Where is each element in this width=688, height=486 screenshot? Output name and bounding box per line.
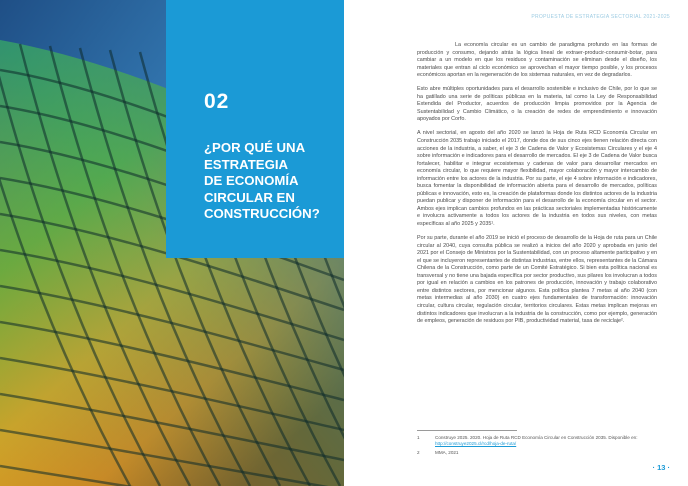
running-header: PROPUESTA DE ESTRATEGIA SECTORIAL 2021-2025 — [531, 14, 670, 20]
chapter-title-line: ¿POR QUÉ UNA — [204, 140, 306, 155]
footnote-link[interactable]: http://construye2025.cl/rcd/hoja-de-ruta/ — [435, 441, 517, 446]
footnote-number: 1 — [417, 435, 420, 440]
footnote-divider — [417, 430, 517, 431]
footnote — [417, 435, 667, 447]
footnote-number: 2 — [417, 450, 420, 455]
paragraph: La economía circular es un cambio de paradigma profundo en las formas de producción y consumo, dejando atrás la lógica lineal de extraer-producir-consumir-botar, para cambiar a un modelo en que los residuos y contaminación se eliminan desde el diseño, los materiales que entran al ciclo económico se aprovechan el mayor tiempo posible, y los procesos económicos aportan en la regeneración de los sistemas naturales, en vez de degradarlos. — [417, 42, 657, 79]
footnote — [417, 450, 667, 456]
chapter-title-line: ESTRATEGIA — [204, 156, 289, 172]
chapter-title — [204, 140, 340, 223]
body-text — [417, 42, 657, 332]
footnote-body — [435, 435, 667, 447]
chapter-title-line: CONSTRUCCIÓN? — [204, 206, 320, 221]
chapter-title-line: CIRCULAR EN — [204, 189, 295, 205]
footnotes — [417, 435, 667, 459]
chapter-title-line: DE ECONOMÍA — [204, 173, 299, 188]
footnote-text: Construye 2025. 2020. Hoja de Ruta RCD Economía Circular en Construcción 2035. Disponible en: — [435, 435, 638, 440]
paragraph: Por su parte, durante el año 2019 se inició el proceso de desarrollo de la Hoja de ruta para un Chile circular al 2040, cuya consulta pública se realizó a inicios del año 2020 y aprobada en junio del 2021 por el Consejo de Ministros por la Sustentabilidad, con un proceso altamente participativo y en el que se incluyeron representantes de distintas industrias, entre ellos, representantes de la Cámara Chilena de la Construcción, como parte de un Comité Estratégico. Si bien esta política nacional es transversal y no tiene una bajada específica por sector productivo, sus pilares los involucran a todos por igual en relación a cambios en los patrones de producción, innovación y trabajo colaborativo entre distintos sectores, por mencionar algunos. Esta política plantea 7 metas al año 2040 (con metas intermedias al año 2030) en cuatro ejes fundamentales de transformación: innovación circular, cultura circular, regulación circular, territorios circulares. Estas metas implican mejoras en distintos indicadores que involucran a la industria de la construcción, como por ejemplo, generación de empleos, generación de residuos por PIB, productividad material, tasa de reciclaje². — [417, 235, 657, 325]
page-number: · 13 · — [652, 463, 670, 472]
footnote-text: MMA, 2021 — [435, 450, 459, 455]
paragraph: A nivel sectorial, en agosto del año 2020 se lanzó la Hoja de Ruta RCD Economía Circular en Construcción 2035 trabajo iniciado el 2017, donde dos de sus cinco ejes tienen relación directa con acciones de la industria, a saber, el eje 3 de Cadena de Valor y Ecosistemas Circulares y el eje 4 sobre información e indicadores para el desarrollo de mercados. El eje 3 de Cadena de Valor busca fortalecer, habilitar e integrar ecosistemas y cadenas de valor para desarrollar mercados en economía circular, lo que requiere mayor flexibilidad, mayor colaboración y mayor intercambio de información entre los actores de la industria. Por su parte, el eje 4 sobre información e indicadores, busca fomentar la disponibilidad de información abierta para el desarrollo de mercados, políticas públicas e innovación, esto es, la creación de plataformas donde los distintos actores de la industria puedan publicar y disponer de información para el desarrollo de la economía circular en el sector. Ambos ejes implican cambios profundos en las prácticas sectoriales implementadas históricamente e involucra activamente a todos los actores de la industria en todos sus niveles, con metas específicas al año 2025 y 2035¹. — [417, 130, 657, 228]
paragraph: Esto abre múltiples oportunidades para el desarrollo sostenible e inclusivo de Chile, por lo que se ha gatillado una serie de políticas públicas en la materia, tal como la Ley de Responsabilidad Extendida del Productor, acuerdos de producción limpia promovidos por la Agencia de Sustentabilidad y Cambio Climático, o la creación de redes de emprendimiento e innovación apoyados por Corfo. — [417, 86, 657, 123]
chapter-number: 02 — [204, 90, 230, 113]
